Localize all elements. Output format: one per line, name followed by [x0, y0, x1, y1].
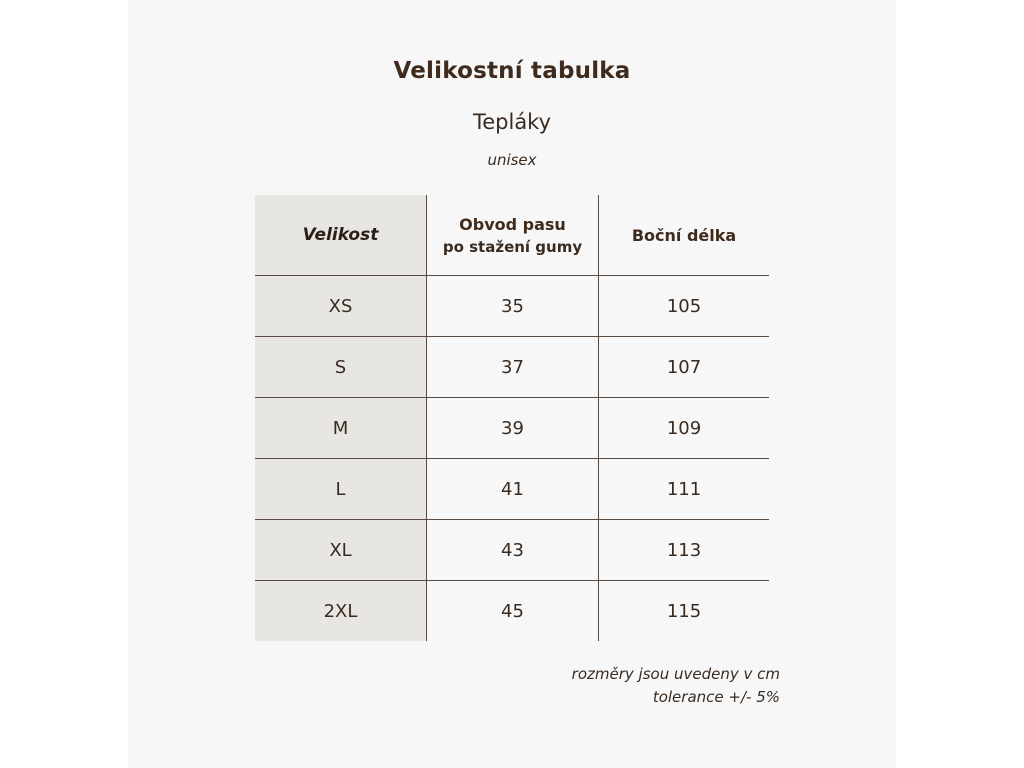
header-waist-sublabel: po stažení gumy	[442, 237, 583, 256]
size-cell: L	[255, 459, 427, 520]
waist-cell: 39	[427, 398, 599, 459]
units-note: rozměry jsou uvedeny v cm	[571, 665, 780, 683]
waist-cell: 35	[427, 276, 599, 337]
page-title: Velikostní tabulka	[393, 58, 631, 84]
size-cell: 2XL	[255, 581, 427, 642]
side-length-cell: 109	[599, 398, 770, 459]
variant-label: unisex	[487, 151, 537, 169]
side-length-cell: 111	[599, 459, 770, 520]
table-row	[255, 520, 769, 581]
table-row	[255, 459, 769, 520]
size-cell: XL	[255, 520, 427, 581]
table-row	[255, 581, 769, 642]
side-length-cell: 115	[666, 600, 702, 622]
side-length-cell: 113	[599, 520, 770, 581]
size-cell: XS	[255, 276, 427, 337]
header-waist	[427, 195, 599, 276]
waist-cell: 37	[427, 337, 599, 398]
table-row	[255, 337, 769, 398]
header-size	[255, 195, 427, 276]
size-cell: M	[255, 398, 427, 459]
table-header-row	[255, 195, 769, 276]
side-length-cell: 107	[599, 337, 770, 398]
table-row	[255, 398, 769, 459]
header-side-length	[599, 195, 770, 276]
header-waist-label: Obvod pasu	[459, 214, 566, 234]
size-cell: S	[255, 337, 427, 398]
tolerance-note: tolerance +/- 5%	[652, 688, 780, 706]
header-size-label: Velikost	[302, 225, 379, 245]
size-chart-card	[128, 0, 896, 768]
side-length-cell: 105	[599, 276, 770, 337]
header-side-length-label: Boční délka	[631, 225, 737, 245]
table-row	[255, 276, 769, 337]
waist-cell: 41	[427, 459, 599, 520]
waist-cell: 43	[427, 520, 599, 581]
size-table	[255, 195, 769, 641]
waist-cell: 45	[427, 581, 599, 642]
product-subtitle: Tepláky	[472, 110, 552, 134]
